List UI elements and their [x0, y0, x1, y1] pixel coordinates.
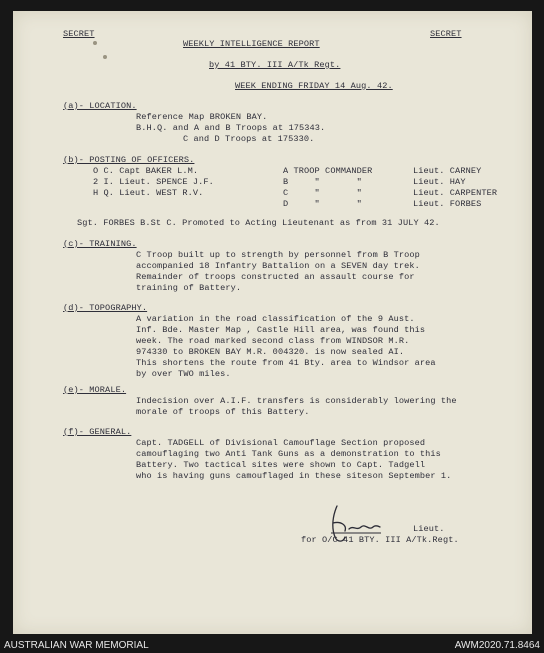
- topography-line: Inf. Bde. Master Map , Castle Hill area, was found this: [136, 325, 426, 335]
- section-location-label: (a)- LOCATION.: [63, 101, 137, 111]
- section-posting-label: (b)- POSTING OF OFFICERS.: [63, 155, 195, 165]
- report-week: WEEK ENDING FRIDAY 14 Aug. 42.: [235, 81, 393, 91]
- classification-left: SECRET: [63, 29, 95, 39]
- posting-troop: D " ": [283, 199, 362, 209]
- posting-troop: A TROOP COMMANDER: [283, 166, 373, 176]
- punch-hole: [93, 41, 97, 45]
- general-line: camouflaging two Anti Tank Guns as a demonstration to this: [136, 449, 441, 459]
- posting-left: 2 I. Lieut. SPENCE J.F.: [93, 177, 214, 187]
- signature-for-line: for O/C 41 BTY. III A/Tk.Regt.: [301, 535, 459, 545]
- posting-left: O C. Capt BAKER L.M.: [93, 166, 199, 176]
- training-line: C Troop built up to strength by personnel from B Troop: [136, 250, 420, 260]
- posting-left: H Q. Lieut. WEST R.V.: [93, 188, 204, 198]
- training-line: training of Battery.: [136, 283, 242, 293]
- topography-line: by over TWO miles.: [136, 369, 231, 379]
- footer-institution: AUSTRALIAN WAR MEMORIAL: [4, 640, 149, 651]
- promotion-note: Sgt. FORBES B.St C. Promoted to Acting Lieutenant as from 31 JULY 42.: [77, 218, 440, 228]
- location-line: C and D Troops at 175330.: [183, 134, 315, 144]
- posting-officer: Lieut. CARPENTER: [413, 188, 498, 198]
- location-line: B.H.Q. and A and B Troops at 175343.: [136, 123, 326, 133]
- general-line: who is having guns camouflaged in these siteson September 1.: [136, 471, 452, 481]
- topography-line: week. The road marked second class from WINDSOR M.R.: [136, 336, 410, 346]
- morale-line: morale of troops of this Battery.: [136, 407, 310, 417]
- posting-officer: Lieut. HAY: [413, 177, 466, 187]
- general-line: Capt. TADGELL of Divisional Camouflage Section proposed: [136, 438, 426, 448]
- general-line: Battery. Two tactical sites were shown to Capt. Tadgell: [136, 460, 426, 470]
- section-morale-label: (e)- MORALE.: [63, 385, 127, 395]
- training-line: Remainder of troops constructed an assault course for: [136, 272, 415, 282]
- posting-troop: B " ": [283, 177, 362, 187]
- location-line: Reference Map BROKEN BAY.: [136, 112, 268, 122]
- punch-hole: [103, 55, 107, 59]
- topography-line: A variation in the road classification of the 9 Aust.: [136, 314, 415, 324]
- morale-line: Indecision over A.I.F. transfers is considerably lowering the: [136, 396, 457, 406]
- section-general-label: (f)- GENERAL.: [63, 427, 132, 437]
- report-unit: by 41 BTY. III A/Tk Regt.: [209, 60, 341, 70]
- topography-line: This shortens the route from 41 Bty. area to Windsor area: [136, 358, 436, 368]
- training-line: accompanied 18 Infantry Battalion on a SEVEN day trek.: [136, 261, 420, 271]
- posting-troop: C " ": [283, 188, 362, 198]
- report-title: WEEKLY INTELLIGENCE REPORT: [183, 39, 320, 49]
- classification-right: SECRET: [430, 29, 462, 39]
- section-training-label: (c)- TRAINING.: [63, 239, 137, 249]
- section-topography-label: (d)- TOPOGRAPHY.: [63, 303, 148, 313]
- signature-rank: Lieut.: [413, 524, 445, 534]
- posting-officer: Lieut. FORBES: [413, 199, 482, 209]
- footer-catalogue-id: AWM2020.71.8464: [454, 640, 540, 651]
- document-page: [13, 11, 532, 634]
- posting-officer: Lieut. CARNEY: [413, 166, 482, 176]
- topography-line: 974330 to BROKEN BAY M.R. 004320. is now sealed AI.: [136, 347, 405, 357]
